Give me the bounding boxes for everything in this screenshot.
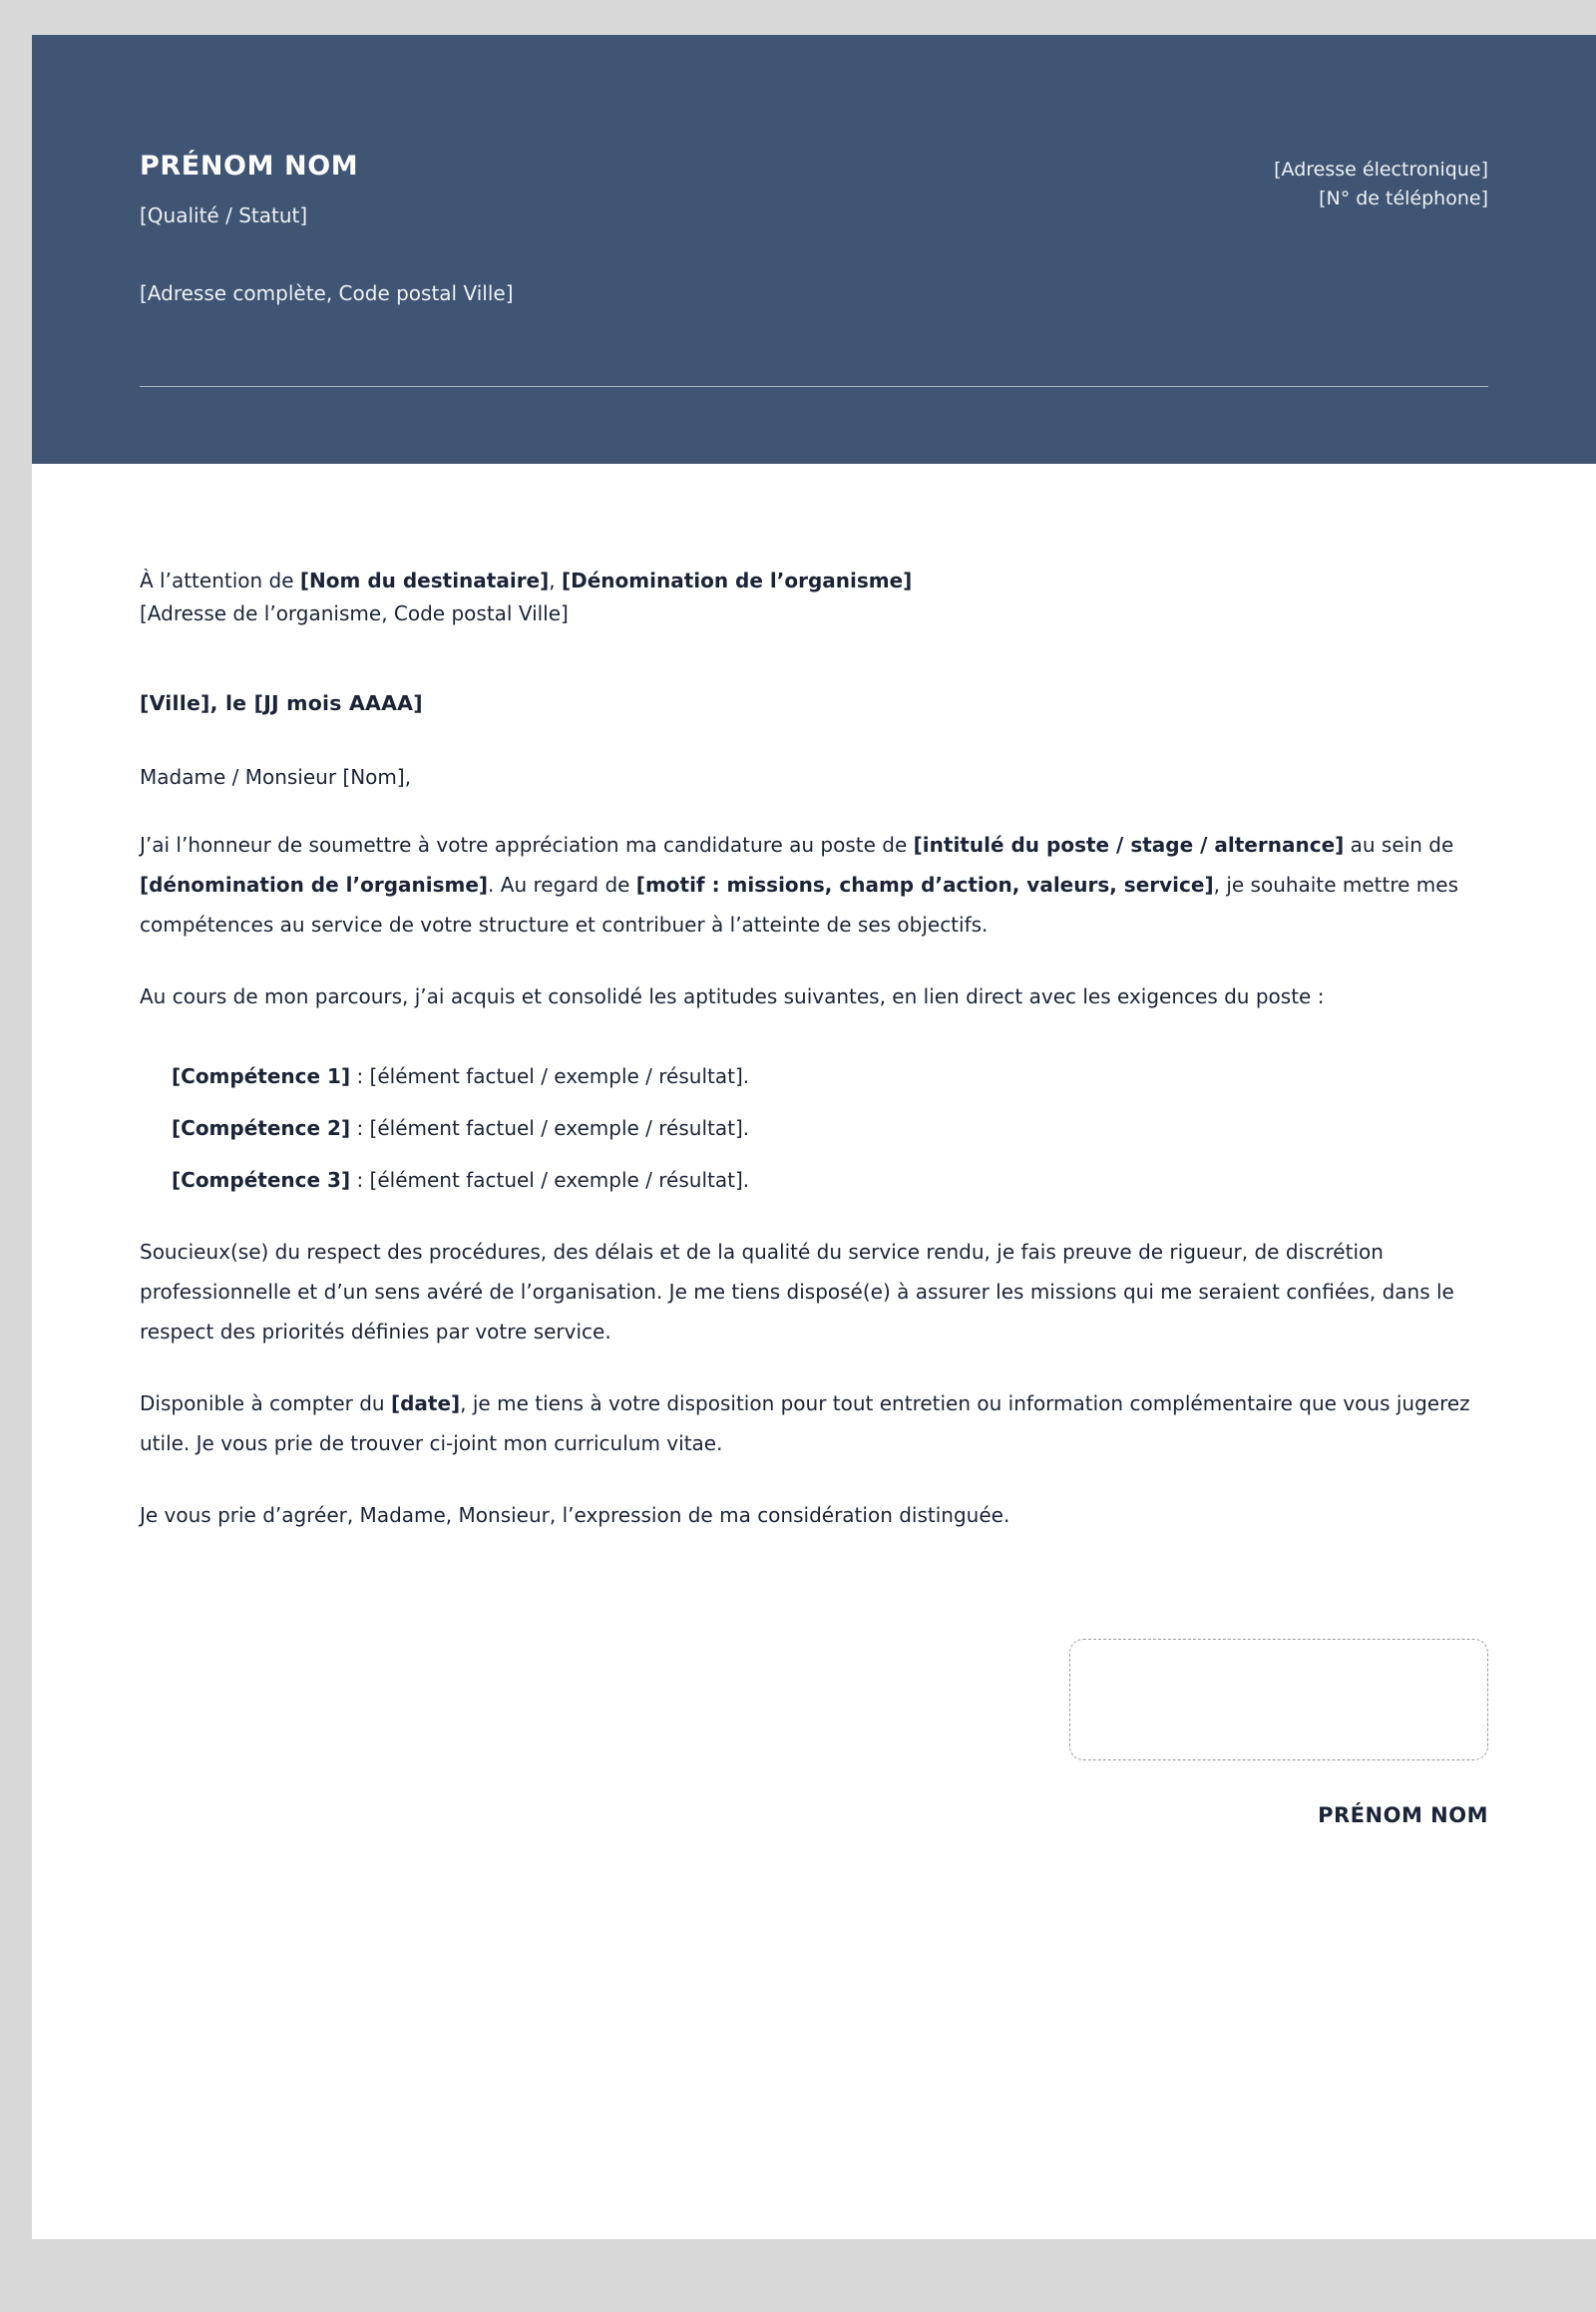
signature-name: PRÉNOM NOM (1318, 1803, 1488, 1827)
skills-list (140, 1016, 1488, 1200)
intro-paragraph (140, 793, 1488, 945)
recipient-block (140, 464, 1488, 630)
sender-address: [Adresse complète, Code postal Ville] (140, 280, 514, 305)
sender-phone: [N° de téléphone] (1319, 188, 1488, 210)
availability-text-2: , je me tiens à votre disposition pour tout entretien ou information complémentaire que vous jugerez utile. Je vous prie de trouver ci-joint mon curriculum vitae. (140, 1391, 1470, 1455)
signature-zone (32, 1639, 1596, 1827)
closing-paragraph: Je vous prie d’agréer, Madame, Monsieur, l’expression de ma considération distinguée. (140, 1503, 1010, 1527)
letter-page (32, 35, 1596, 2239)
skill-item (140, 1148, 1488, 1200)
recipient-separator: , (549, 569, 562, 592)
intro-placeholder-organisation: [dénomination de l’organisme] (140, 873, 489, 897)
letter-header (32, 35, 1596, 464)
skill-label: [Compétence 1] (172, 1064, 351, 1088)
intro-text-1: J’ai l’honneur de soumettre à votre appréciation ma candidature au poste de (140, 833, 914, 857)
salutation: Madame / Monsieur [Nom], (140, 765, 412, 789)
skill-label: [Compétence 2] (172, 1116, 351, 1140)
skill-item (140, 1044, 1488, 1096)
skill-detail: : [élément factuel / exemple / résultat]. (350, 1116, 750, 1140)
recipient-prefix: À l’attention de (140, 569, 300, 592)
recipient-organisation: [Dénomination de l’organisme] (561, 569, 913, 592)
availability-paragraph (140, 1351, 1488, 1463)
letter-body (32, 464, 1596, 1535)
sender-email: [Adresse électronique] (1274, 159, 1488, 181)
intro-placeholder-motive: [motif : missions, champ d’action, valeurs, service] (635, 873, 1214, 897)
availability-placeholder-date: [date] (390, 1391, 461, 1415)
availability-text-1: Disponible à compter du (140, 1391, 391, 1415)
intro-text-2: au sein de (1344, 833, 1454, 857)
intro-text-3: . Au regard de (488, 873, 636, 897)
header-top-row (140, 35, 1488, 228)
intro-text-4: , je souhaite mettre mes compétences au service de votre structure et contribuer à l’atteinte de ses objectifs. (140, 873, 1458, 937)
recipient-name: [Nom du destinataire] (299, 569, 550, 592)
sender-name: PRÉNOM NOM (140, 151, 359, 182)
skill-detail: : [élément factuel / exemple / résultat]. (350, 1168, 750, 1192)
date-line: [Ville], le [JJ mois AAAA] (140, 691, 423, 715)
sender-role: [Qualité / Statut] (140, 202, 308, 227)
skill-detail: : [élément factuel / exemple / résultat]. (350, 1064, 750, 1088)
skill-label: [Compétence 3] (172, 1168, 351, 1192)
recipient-address: [Adresse de l’organisme, Code postal Ville] (140, 601, 569, 625)
signature-box[interactable] (1069, 1639, 1488, 1760)
qualities-paragraph: Soucieux(se) du respect des procédures, des délais et de la qualité du service rendu, je fais preuve de rigueur, de discrétion professionnelle et d’un sens avéré de l’organisation. Je me tiens disposé(e) à assurer les missions qui me seraient confiées, dans le respect des priorités définies par votre service. (140, 1240, 1454, 1344)
sender-contact (1274, 152, 1488, 214)
intro-placeholder-position: [intitulé du poste / stage / alternance] (913, 833, 1345, 857)
skill-item (140, 1096, 1488, 1148)
sender-identity (140, 152, 358, 228)
header-divider (140, 386, 1488, 387)
skills-intro-paragraph: Au cours de mon parcours, j’ai acquis et consolidé les aptitudes suivantes, en lien direct avec les exigences du poste : (140, 984, 1325, 1008)
recipient-line (140, 565, 1488, 597)
